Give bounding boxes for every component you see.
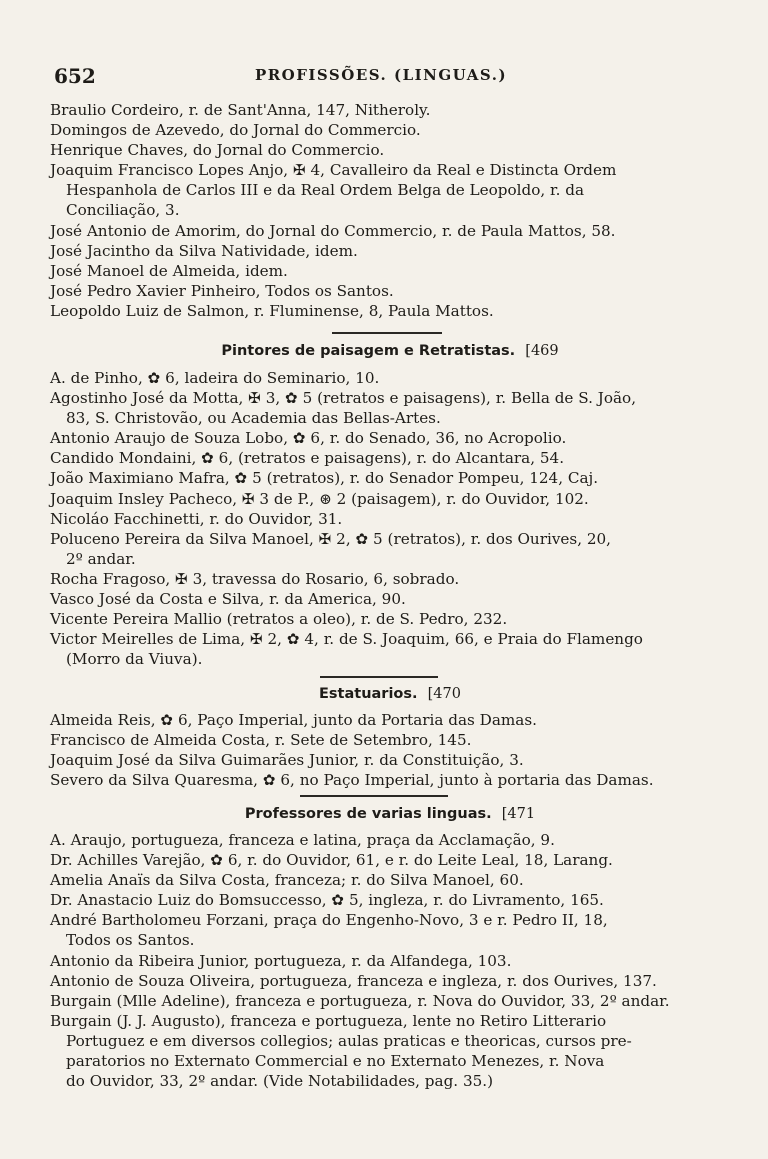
list-item-continuation: Todos os Santos.: [66, 931, 195, 950]
list-item: Domingos de Azevedo, do Jornal do Commercio.: [50, 121, 421, 140]
list-item: Burgain (Mlle Adeline), franceza e portugueza, r. Nova do Ouvidor, 33, 2º andar.: [50, 991, 670, 1010]
list-item: Francisco de Almeida Costa, r. Sete de Setembro, 145.: [50, 731, 472, 750]
page-header: [54, 64, 708, 88]
section-title: Estatuarios.: [319, 686, 418, 702]
entries-pintores: [50, 368, 730, 669]
list-item-continuation: Conciliação, 3.: [66, 201, 180, 220]
list-item: Victor Meirelles de Lima, ✠ 2, ✿ 4, r. de S. Joaquim, 66, e Praia do Flamengo: [50, 630, 643, 649]
list-item: Nicoláo Facchinetti, r. do Ouvidor, 31.: [50, 509, 343, 528]
list-item-continuation: (Morro da Viuva).: [66, 650, 203, 669]
section-divider: [300, 795, 448, 797]
list-item: Dr. Achilles Varejão, ✿ 6, r. do Ouvidor, 61, e r. do Leite Leal, 18, Larang.: [50, 851, 613, 870]
list-item: Antonio Araujo de Souza Lobo, ✿ 6, r. do Senado, 36, no Acropolio.: [50, 429, 567, 448]
running-title: PROFISSÕES. (LINGUAS.): [254, 66, 508, 84]
list-item: Severo da Silva Quaresma, ✿ 6, no Paço Imperial, junto à portaria das Damas.: [50, 771, 654, 790]
list-item: José Manoel de Almeida, idem.: [50, 261, 288, 280]
list-item-continuation: paratorios no Externato Commercial e no Externato Menezes, r. Nova: [66, 1052, 605, 1071]
entries-estatuarios: [50, 710, 730, 790]
list-item: A. Araujo, portugueza, franceza e latina, praça da Acclamação, 9.: [50, 831, 555, 849]
list-item: Antonio de Souza Oliveira, portugueza, franceza e ingleza, r. dos Ourives, 137.: [50, 971, 657, 990]
list-item: Rocha Fragoso, ✠ 3, travessa do Rosario, 6, sobrado.: [50, 569, 460, 588]
list-item: Antonio da Ribeira Junior, portugueza, r. da Alfandega, 103.: [50, 951, 512, 970]
list-item: Poluceno Pereira da Silva Manoel, ✠ 2, ✿ 5 (retratos), r. dos Ourives, 20,: [50, 529, 612, 548]
list-item: Vicente Pereira Mallio (retratos a oleo), r. de S. Pedro, 232.: [50, 610, 508, 629]
list-item-continuation: 2º andar.: [66, 549, 136, 568]
section-number: [471: [501, 806, 536, 822]
list-item: Dr. Anastacio Luiz do Bomsuccesso, ✿ 5, ingleza, r. do Livramento, 165.: [50, 891, 604, 910]
list-item: José Antonio de Amorim, do Jornal do Commercio, r. de Paula Mattos, 58.: [50, 221, 616, 240]
list-item-continuation: 83, S. Christovão, ou Academia das Bellas-Artes.: [66, 409, 441, 428]
list-item: José Pedro Xavier Pinheiro, Todos os Santos.: [50, 281, 394, 300]
entries-continued: [50, 100, 730, 321]
list-item: Leopoldo Luiz de Salmon, r. Fluminense, 8, Paula Mattos.: [50, 301, 494, 320]
section-divider: [320, 676, 438, 678]
list-item: Joaquim Francisco Lopes Anjo, ✠ 4, Cavalleiro da Real e Distincta Ordem: [50, 161, 617, 180]
list-item: Agostinho José da Motta, ✠ 3, ✿ 5 (retratos e paisagens), r. Bella de S. João,: [50, 389, 637, 408]
section-title: Professores de varias linguas.: [244, 806, 492, 822]
list-item: Almeida Reis, ✿ 6, Paço Imperial, junto da Portaria das Damas.: [50, 711, 537, 729]
section-heading-professores: [50, 806, 730, 822]
list-item: José Jacintho da Silva Natividade, idem.: [50, 241, 358, 260]
section-number: [470: [427, 686, 461, 702]
section-heading-pintores: [50, 343, 730, 359]
section-divider: [332, 332, 442, 334]
list-item: João Maximiano Mafra, ✿ 5 (retratos), r. do Senador Pompeu, 124, Caj.: [50, 469, 599, 488]
list-item: A. de Pinho, ✿ 6, ladeira do Seminario, 10.: [50, 369, 380, 387]
list-item: André Bartholomeu Forzani, praça do Engenho-Novo, 3 e r. Pedro II, 18,: [50, 911, 608, 930]
list-item: Joaquim José da Silva Guimarães Junior, r. da Constituição, 3.: [50, 751, 524, 770]
list-item: Joaquim Insley Pacheco, ✠ 3 de P., ⊛ 2 (paisagem), r. do Ouvidor, 102.: [50, 489, 589, 508]
entries-professores: [50, 830, 730, 1091]
section-number: [469: [525, 343, 559, 359]
list-item: Vasco José da Costa e Silva, r. da America, 90.: [50, 590, 406, 609]
list-item: Burgain (J. J. Augusto), franceza e portugueza, lente no Retiro Litterario: [50, 1011, 607, 1030]
list-item: Braulio Cordeiro, r. de Sant'Anna, 147, Nitheroly.: [50, 101, 431, 119]
section-title: Pintores de paisagem e Retratistas.: [221, 343, 516, 359]
list-item: Henrique Chaves, do Jornal do Commercio.: [50, 141, 385, 160]
list-item-continuation: Portuguez e em diversos collegios; aulas praticas e theoricas, cursos pre-: [66, 1031, 632, 1050]
list-item-continuation: do Ouvidor, 33, 2º andar. (Vide Notabilidades, pag. 35.): [66, 1072, 494, 1091]
list-item: Candido Mondaini, ✿ 6, (retratos e paisagens), r. do Alcantara, 54.: [50, 449, 565, 468]
section-heading-estatuarios: [50, 686, 730, 702]
page-number: 652: [54, 64, 96, 88]
list-item-continuation: Hespanhola de Carlos III e da Real Ordem Belga de Leopoldo, r. da: [66, 181, 585, 200]
list-item: Amelia Anaïs da Silva Costa, franceza; r. do Silva Manoel, 60.: [50, 871, 524, 890]
